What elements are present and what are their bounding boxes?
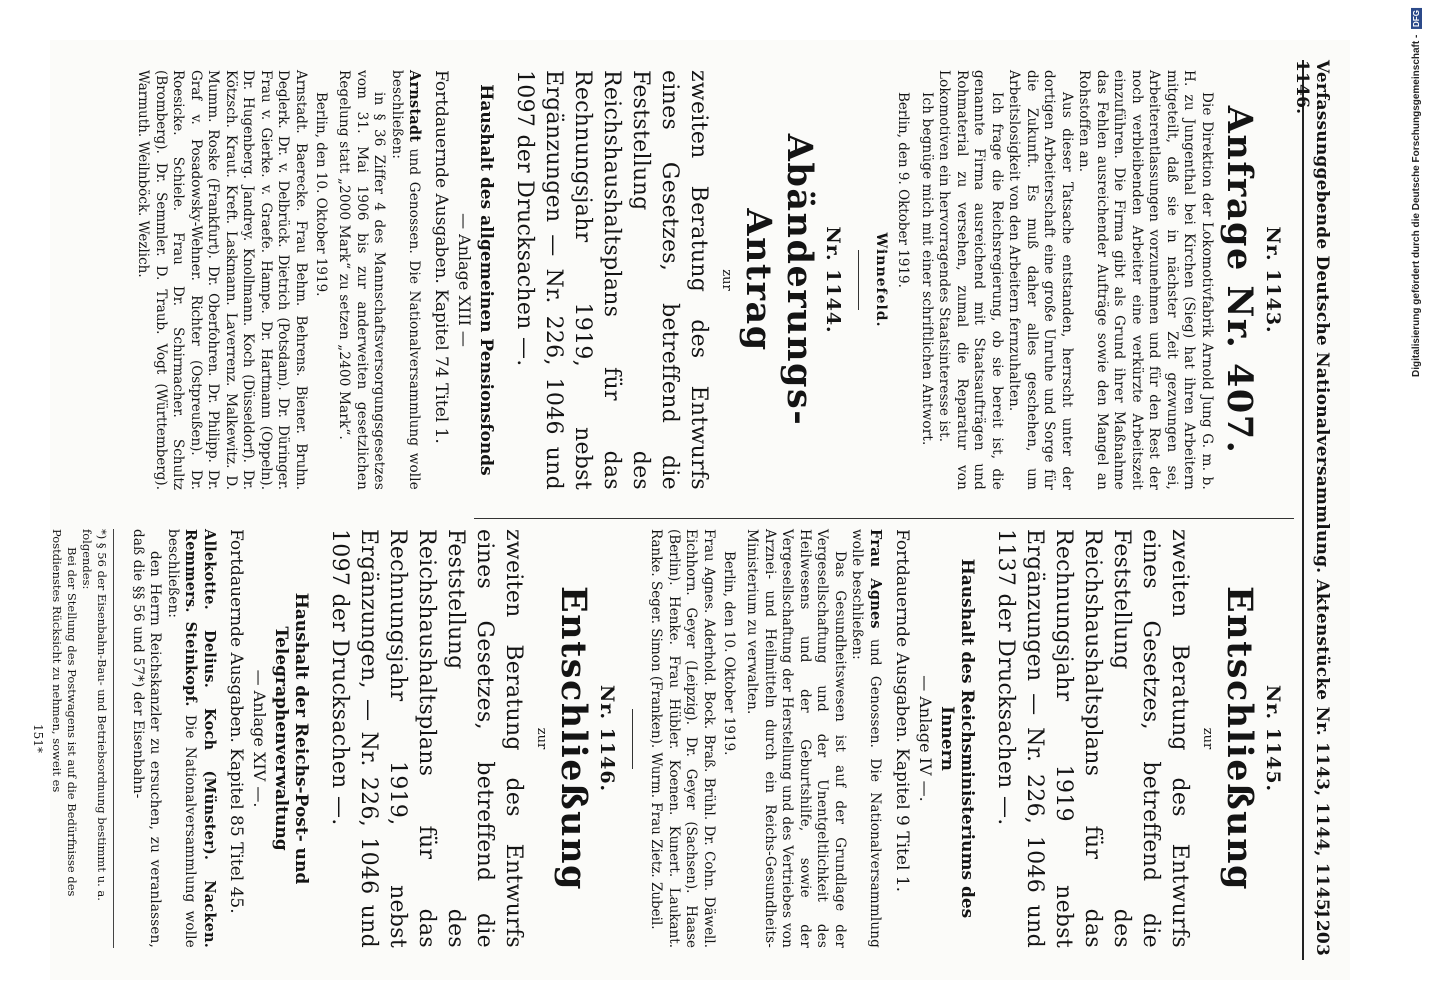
document-title: Abänderungs-Antrag: [738, 133, 821, 427]
motion-body: den Herrn Reichskanzler zu ersuchen, zu veranlassen, daß die §§ 56 und 57*) der Eisenbahn-: [130, 529, 164, 948]
separator: [859, 250, 860, 310]
footnote-line: *) § 56 der Eisenbahn-Bau- und Betriebsordnung bestimmt u. a. folgendes:: [80, 529, 110, 901]
document-1146: [32, 529, 619, 948]
paragraph: Ich frage die Reichsregierung, ob sie bereit ist, die genannte Firma ausreichend mit Staatsaufträgen und Rohmaterial zu versehen, zumal die Reparatur von Lokomotiven ein hervorragendes Staatsinteresse ist.: [936, 70, 1005, 490]
document-1145: [647, 529, 1284, 948]
document-page: [31, 40, 1350, 980]
motion-body: in § 36 Ziffer 4 des Mannschaftsversorgungsgesetzes vom 31. Mai 1906 bis zur anderweiten gesetzlichen Regelung statt „2000 Mark“ zu setzen „2400 Mark“.: [336, 70, 388, 490]
paragraph: Ich begnüge mich mit einer schriftlichen Antwort.: [919, 92, 935, 446]
motion-text: Die Nationalversammlung wolle beschließen:: [165, 529, 199, 948]
signature-mark: 151*: [31, 724, 46, 753]
budget-heading: Haushalt des allgemeinen Pensionsfonds: [476, 84, 497, 476]
motion-name: Arnstadt: [406, 70, 424, 143]
annex-label: — Anlage XIV —.: [250, 669, 269, 808]
annex-label: — Anlage XIII —: [455, 213, 475, 347]
page-header: [1292, 60, 1344, 960]
signatories: Frau Agnes. Aderhold. Bock. Braß. Brühl. Dr. Cohn. Däwell. Eichhorn. Geyer (Leipzig). Dr. Geyer (Sachsen). Haase (Berlin). Henke. Frau Hübler. Koenen. Kunert. Laukant. Ranke. Seger. Simon (Franken). Wurm. Frau Zietz. Zubeil.: [648, 529, 717, 948]
date-line: Berlin, den 9. Oktober 1919.: [895, 92, 912, 288]
document-1144: [134, 70, 845, 490]
document-number: Nr. 1145.: [1262, 684, 1284, 793]
signature: Winnefeld.: [873, 232, 890, 328]
budget-heading: Haushalt des Reichsministeriums des Innern: [937, 558, 977, 919]
motion-text: und Genossen. Die Nationalversammlung wolle beschließen:: [849, 529, 883, 948]
digitization-credit: [1411, 8, 1422, 377]
document-title: Entschließung: [1219, 585, 1260, 892]
chapter-line: Fortdauernde Ausgaben. Kapitel 9 Titel 1.: [892, 529, 912, 893]
page-number: 1203: [1312, 907, 1332, 956]
paragraph: Aus dieser Tatsache entstanden, herrscht unter der dortigen Arbeiterschaft eine große Unruhe und Sorge für die Zukunft. Es muß daher alles geschehen, um Arbeitslosigkeit von den Arbeitern fernzuhalten.: [1006, 70, 1075, 490]
footnote-line: Bei der Stellung des Postwagens ist auf die Bedürfnisse des Postdienstes Rücksicht zu nehmen, soweit es: [50, 529, 80, 897]
document-title: Anfrage Nr. 407.: [1219, 105, 1260, 455]
subject-text: zweiten Beratung des Entwurfs eines Gesetzes, betreffend die Feststellung des Reichshaushaltsplans für das Rechnungsjahr 1919 nebst Ergänzungen — Nr. 226, 1046 und 1137 der Drucksachen —.: [993, 529, 1192, 948]
document-1143: [874, 70, 1285, 490]
motion-line: [164, 529, 219, 948]
signatories: Arnstadt. Baerecke. Frau Behm. Behrens. Biener. Bruhn. Deglerk. Dr. v. Delbrück. Dietrich (Potsdam). Dr. Düringer. Frau v. Gierke. v. Graefe. Hampe. Dr. Hartmann (Oppeln). Dr. Hugenberg. Jandrey. Knollmann. Koch (Düsseldorf). Dr. Kötzsch. Kraut. Kreft. Laskmann. Laverrenz. Malkewitz. D. Mumm. Roske (Frankfurt). Dr. Oberfohren. Dr. Philipp. Dr. Graf v. Posadowsky-Wehner. Richter (Ostpreußen). Dr. Roesicke. Schiele. Frau Dr. Schirmacher. Schultz (Bromberg). Dr. Semmler. D. Traub. Vogt (Württemberg). Warmuth. Weilnböck. Wezlich.: [135, 70, 309, 490]
date-line: Berlin, den 10. Oktober 1919.: [313, 92, 329, 297]
right-column: [31, 518, 1294, 958]
motion-name: Frau Agnes: [867, 529, 884, 629]
motion-line: [388, 70, 424, 490]
zur-label: zur: [1200, 727, 1215, 750]
paragraph: Die Direktion der Lokomotivfabrik Arnold Jung G. m. b. H. zu Jungenthal bei Kirchen (Sieg) hat ihren Arbeitern mitgeteilt, daß sie in nächster Zeit gezwungen sei, Arbeiterentlassungen vorzunehmen und für den Rest der noch verbleibenden Arbeiter eine verkürzte Arbeitszeit einzuführen. Die Firma gibt als Grund ihrer Maßnahme das Fehlen ausreichender Aufträge sowie den Mangel an Rohstoffen an.: [1076, 70, 1215, 490]
footnote: [50, 529, 115, 948]
document-number: Nr. 1143.: [1262, 226, 1284, 334]
left-column: [134, 60, 1294, 500]
motion-names: Allekotte. Delius. Koch (Münster). Nacken. Remmers. Steinkopf.: [182, 529, 218, 948]
separator: [632, 709, 633, 769]
document-title: Entschließung: [553, 585, 594, 892]
annex-label: — Anlage IV —.: [916, 675, 935, 802]
credit-text: Digitalisierung gefördert durch die Deutsche Forschungsgemeinschaft -: [1411, 34, 1422, 377]
chapter-line: Fortdauernde Ausgaben. Kapitel 74 Titel 1.: [431, 70, 452, 444]
document-number: Nr. 1146.: [596, 684, 618, 793]
chapter-line: Fortdauernde Ausgaben. Kapitel 85 Titel 45.: [226, 529, 246, 914]
zur-label: zur: [534, 727, 549, 750]
dfg-logo: DFG: [1412, 10, 1421, 27]
motion-line: [848, 529, 884, 948]
motion-text: und Genossen. Die Nationalversammlung wolle beschließen:: [389, 70, 423, 490]
zur-label: zur: [719, 269, 735, 291]
motion-body: Das Gesundheitswesen ist auf der Grundlage der Vergesellschaftung und der Unentgeltlichkeit des Heilwesens und der Geburtshilfe, sowie der Vergesellschaftung der Herstellung und des Vertriebes von Arznei- und Heilmitteln durch ein Reichs-Gesundheits-Ministerium zu verwalten.: [744, 529, 848, 948]
budget-heading: Haushalt der Reichs-Post- und Telegraphenverwaltung: [271, 592, 311, 885]
subject-text: zweiten Beratung des Entwurfs eines Gesetzes, betreffend die Feststellung des Reichshaushaltsplans für das Rechnungsjahr 1919, nebst Ergänzungen, — Nr. 226, 1046 und 1097 der Drucksachen —.: [327, 529, 526, 948]
subject-text: zweiten Beratung des Entwurfs eines Gesetzes, betreffend die Feststellung des Reichshaushaltsplans für das Rechnungsjahr 1919, nebst Ergänzungen — Nr. 226, 1046 und 1097 der Drucksachen —.: [512, 70, 712, 490]
running-title: Verfassunggebende Deutsche Nationalversammlung. Aktenstücke Nr. 1143, 1144, 1145, 1146.: [1292, 60, 1332, 917]
date-line: Berlin, den 10. Oktober 1919.: [721, 551, 737, 756]
document-number: Nr. 1144.: [822, 226, 845, 334]
